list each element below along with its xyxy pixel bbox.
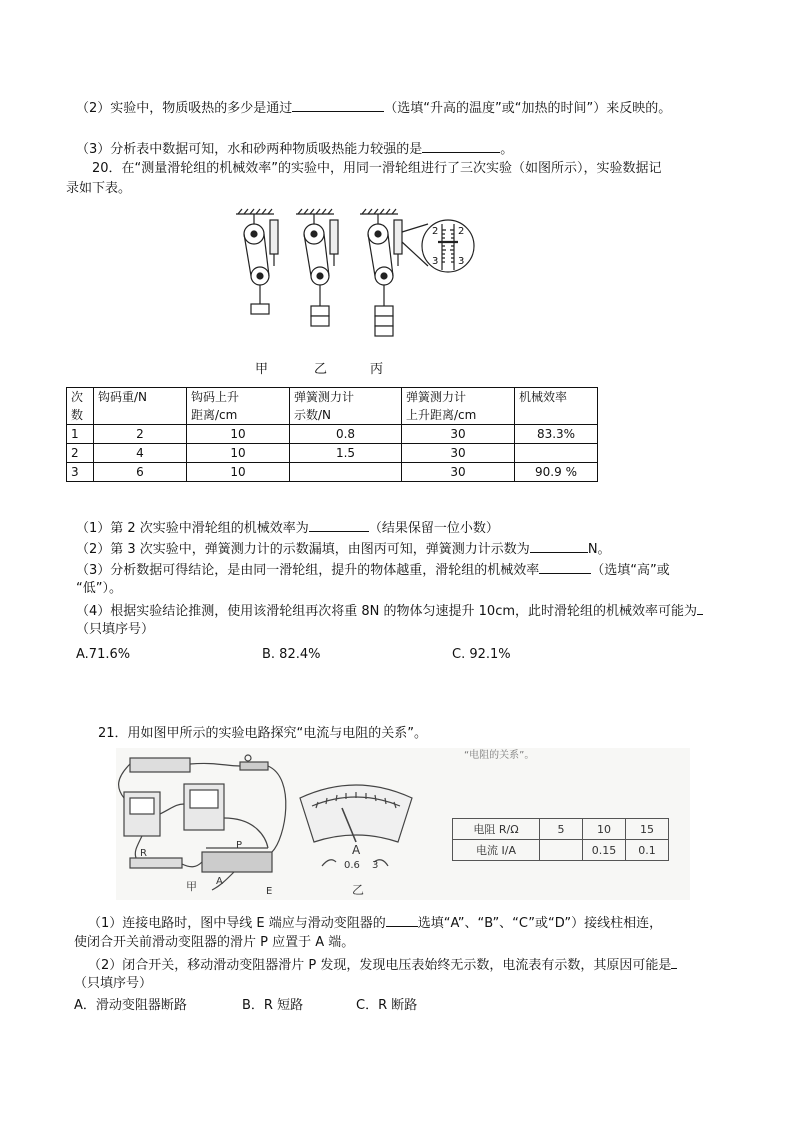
answer-blank[interactable]	[386, 913, 418, 927]
table-row	[67, 444, 598, 463]
q20-sub2: （2）第 3 次实验中，弹簧测力计的示数漏填，由图丙可知，弹簧测力计示数为 N。	[76, 539, 611, 559]
pulley-set-yi	[304, 214, 338, 326]
table-cell: 0.8	[290, 425, 402, 444]
photo-caption-fragment: “电阻的关系”。	[464, 750, 535, 761]
table-cell: 0.1	[626, 840, 669, 861]
meter-mark-a: A	[352, 843, 361, 857]
circuit-photo-figure	[116, 748, 690, 900]
pulley-figure	[232, 206, 482, 344]
circuit-label-e: E	[266, 886, 273, 897]
pulley-set-jia	[244, 214, 278, 314]
table-row	[453, 840, 669, 861]
figure-label-jia: 甲	[255, 362, 269, 377]
table-cell: 90.9 %	[515, 463, 598, 482]
q21-option-b[interactable]: B．R 短路	[242, 998, 304, 1013]
q21-sub1: （1）连接电路时，图中导线 E 端应与滑动变阻器的 选填“A”、“B”、“C”或“D”）接线柱相连，	[88, 913, 662, 933]
table-header: 次 数	[67, 388, 94, 425]
table-cell: 电流 I/A	[453, 840, 540, 861]
answer-blank[interactable]	[309, 518, 369, 532]
q21-sub2-cont: （只填序号）	[74, 976, 153, 991]
scale-mark: 3	[432, 256, 439, 267]
q20-sub3-cont: “低”）。	[76, 581, 122, 596]
table-cell[interactable]	[515, 444, 598, 463]
table-cell: 1	[67, 425, 94, 444]
q21-intro: 21．用如图甲所示的实验电路探究“电流与电阻的关系”。	[98, 726, 428, 741]
pulley-set-bing	[368, 214, 428, 336]
table-cell: 2	[67, 444, 94, 463]
table-header: 钩码上升 距离/cm	[187, 388, 290, 425]
answer-blank[interactable]	[422, 139, 500, 153]
q21-sub1-cont: 使闭合开关前滑动变阻器的滑片 P 应置于 A 端。	[74, 935, 355, 950]
table-header-row	[67, 388, 598, 425]
circuit-label-r: R	[140, 848, 147, 859]
table-cell: 3	[67, 463, 94, 482]
table-cell: 30	[402, 425, 515, 444]
figure-label-bing: 丙	[370, 362, 384, 377]
scale-mark: 2	[458, 226, 465, 237]
table-cell: 15	[626, 819, 669, 840]
table-cell: 0.15	[583, 840, 626, 861]
table-cell: 30	[402, 444, 515, 463]
table-cell: 83.3%	[515, 425, 598, 444]
q19-part3: （3）分析表中数据可知，水和砂两种物质吸热能力较强的是 。	[76, 139, 513, 159]
scale-mark: 2	[432, 226, 439, 237]
scale-mark: 3	[458, 256, 465, 267]
table-row	[453, 819, 669, 840]
table-cell: 2	[94, 425, 187, 444]
table-header: 机械效率	[515, 388, 598, 425]
table-header: 弹簧测力计 示数/N	[290, 388, 402, 425]
circuit-label-p: P	[236, 840, 243, 851]
table-cell: 10	[583, 819, 626, 840]
table-row	[67, 425, 598, 444]
q20-option-c[interactable]: C. 92.1%	[452, 647, 511, 662]
meter-mark-3: 3	[372, 860, 379, 871]
q20-sub4: （4）根据实验结论推测，使用该滑轮组再次将重 8N 的物体匀速提升 10cm，此时滑轮组的机械效率可能为	[76, 601, 703, 621]
figure-label-yi: 乙	[314, 362, 328, 377]
q20-sub3: （3）分析数据可得结论，是由同一滑轮组，提升的物体越重，滑轮组的机械效率 （选填“高”或	[76, 560, 670, 580]
table-header: 弹簧测力计 上升距离/cm	[402, 388, 515, 425]
q20-option-b[interactable]: B. 82.4%	[262, 647, 321, 662]
table-cell: 10	[187, 444, 290, 463]
table-cell[interactable]	[540, 840, 583, 861]
table-cell: 电阻 R/Ω	[453, 819, 540, 840]
q20-intro-cont: 录如下表。	[66, 181, 132, 196]
answer-blank[interactable]	[292, 98, 384, 112]
table-cell: 6	[94, 463, 187, 482]
answer-blank[interactable]	[530, 539, 588, 553]
answer-blank[interactable]	[539, 560, 591, 574]
q20-sub1: （1）第 2 次实验中滑轮组的机械效率为 （结果保留一位小数）	[76, 518, 499, 538]
table-cell: 10	[187, 425, 290, 444]
q21-option-c[interactable]: C．R 断路	[356, 998, 418, 1013]
q21-option-a[interactable]: A．滑动变阻器断路	[74, 998, 187, 1013]
table-cell: 1.5	[290, 444, 402, 463]
table-header: 钩码重/N	[94, 388, 187, 425]
table-row	[67, 463, 598, 482]
q20-intro: 20．在“测量滑轮组的机械效率”的实验中，用同一滑轮组进行了三次实验（如图所示），实验数据记	[92, 161, 662, 176]
resistance-current-table	[452, 818, 669, 861]
q20-option-a[interactable]: A.71.6%	[76, 647, 131, 662]
table-cell: 10	[187, 463, 290, 482]
table-cell: 30	[402, 463, 515, 482]
meter-mark-06: 0.6	[344, 860, 360, 871]
table-cell: 5	[540, 819, 583, 840]
answer-blank[interactable]	[697, 601, 703, 615]
figure-label-jia: 甲	[186, 880, 197, 893]
table-cell[interactable]	[290, 463, 402, 482]
q19-part2: （2）实验中，物质吸热的多少是通过 （选填“升高的温度”或“加热的时间”）来反映的。	[76, 98, 671, 118]
answer-blank[interactable]	[671, 955, 677, 969]
figure-label-yi: 乙	[352, 883, 365, 897]
circuit-label-a: A	[216, 876, 223, 887]
table-cell: 4	[94, 444, 187, 463]
scale-magnifier	[422, 220, 474, 272]
pulley-data-table	[66, 387, 598, 482]
q20-sub4-cont: （只填序号）	[76, 622, 155, 637]
q21-sub2: （2）闭合开关，移动滑动变阻器滑片 P 发现，发现电压表始终无示数，电流表有示数，其原因可能是	[88, 955, 677, 975]
